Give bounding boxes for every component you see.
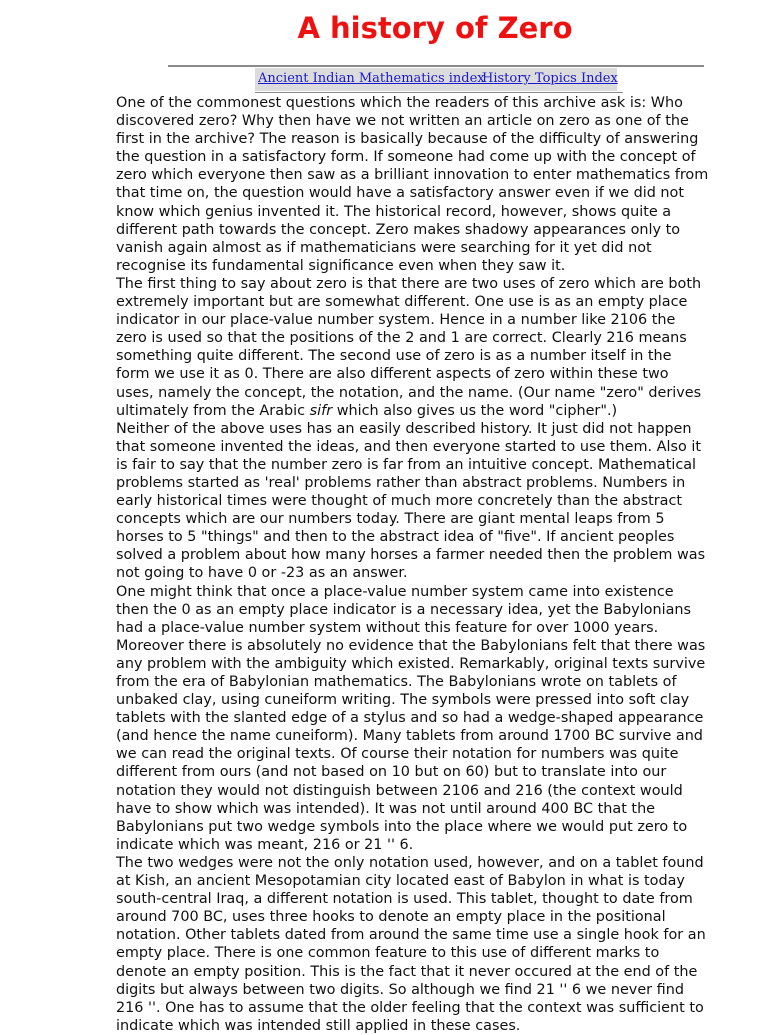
paragraph-line: from the era of Babylonian mathematics. The Babylonians wrote on tablets of <box>116 674 677 690</box>
paragraph-line: at Kish, an ancient Mesopotamian city located east of Babylon in what is today <box>116 873 685 890</box>
header-divider <box>168 65 704 67</box>
paragraph-line: digits but always between two digits. So although we find 21 '' 6 we never find <box>116 981 684 998</box>
paragraph-line: zero which everyone then saw as a brilliant innovation to enter mathematics from <box>116 167 709 184</box>
paragraph-line: 216 ''. One has to assume that the older feeling that the context was sufficient to <box>116 999 704 1016</box>
paragraph-line: indicator in our place-value number system. Hence in a number like 2106 the <box>116 312 676 329</box>
paragraph-line: concepts which are our numbers today. There are giant mental leaps from 5 <box>116 511 665 528</box>
paragraph-line: tablets with the slanted edge of a stylus and so had a wedge-shaped appearance <box>116 710 704 727</box>
paragraph-line: know which genius invented it. The historical record, however, shows quite a <box>116 203 672 220</box>
paragraph-line: that someone invented the ideas, and then everyone started to use them. Also it <box>116 438 702 455</box>
paragraph-line: had a place-value number system without this feature for over 1000 years. <box>116 619 659 636</box>
paragraph-line: around 700 BC, uses three hooks to denote an empty place in the positional <box>116 909 666 926</box>
paragraph-line: form we use it as 0. There are also different aspects of zero within these two <box>116 366 669 383</box>
paragraph-line: we can read the original texts. Of course their notation for numbers was quite <box>116 746 679 763</box>
paragraph-line: problems started as 'real' problems rather than abstract problems. Numbers in <box>116 474 686 491</box>
paragraph-line: early historical times were thought of much more concretely than the abstract <box>116 493 683 510</box>
paragraph-line: notation they would not distinguish between 2106 and 216 (the context would <box>116 782 683 799</box>
paragraph-line: notation. Other tablets dated from around the same time use a single hook for an <box>116 927 706 944</box>
paragraph-line: Moreover there is absolutely no evidence that the Babylonians felt that there was <box>116 637 706 654</box>
paragraph-line: first in the archive? The reason is basically because of the difficulty of answering <box>116 131 699 148</box>
ancient-indian-mathematics-index-link[interactable]: Ancient Indian Mathematics index <box>258 71 485 86</box>
paragraph-line: south-central Iraq, a different notation is used. This tablet, thought to date from <box>116 891 693 908</box>
paragraph-line: the question in a satisfactory form. If someone had come up with the concept of <box>116 149 696 166</box>
paragraph-line: then the 0 as an empty place indicator is a necessary idea, yet the Babylonians <box>116 601 692 618</box>
paragraph-line <box>116 402 762 420</box>
paragraph-line: uses, namely the concept, the notation, and the name. (Our name "zero" derives <box>116 384 702 401</box>
navigation-bar <box>255 68 617 91</box>
paragraph-line: vanish again almost as if mathematicians were searching for it yet did not <box>116 239 652 256</box>
paragraph-line: discovered zero? Why then have we not written an article on zero as one of the <box>116 113 689 130</box>
paragraph-line: Neither of the above uses has an easily described history. It just did not happen <box>116 420 692 437</box>
paragraph-line: not going to have 0 or -23 as an answer. <box>116 565 408 582</box>
italic-word: sifr <box>309 402 333 419</box>
paragraph-line: Babylonians put two wedge symbols into the place where we would put zero to <box>116 818 688 835</box>
article-paragraph <box>116 420 762 583</box>
article-paragraph <box>116 854 762 1035</box>
paragraph-line: empty place. There is one common feature to this use of different marks to <box>116 945 660 962</box>
history-topics-index-link[interactable]: History Topics Index <box>482 71 618 86</box>
article-paragraph <box>116 583 762 854</box>
paragraph-line: solved a problem about how many horses a farmer needed then the problem was <box>116 547 706 564</box>
paragraph-line: that time on, the question would have a satisfactory answer even if we did not <box>116 185 684 202</box>
paragraph-line: zero is used so that the positions of the 2 and 1 are correct. Clearly 216 means <box>116 330 687 347</box>
paragraph-line: extremely important but are somewhat different. One use is as an empty place <box>116 294 688 311</box>
line-text: ultimately from the Arabic <box>116 402 310 419</box>
paragraph-line: (and hence the name cuneiform). Many tablets from around 1700 BC survive and <box>116 728 703 745</box>
article-body <box>116 94 762 1035</box>
paragraph-line: something quite different. The second use of zero is as a number itself in the <box>116 348 672 365</box>
paragraph-line: The first thing to say about zero is that there are two uses of zero which are both <box>116 275 702 292</box>
paragraph-line: unbaked clay, using cuneiform writing. The symbols were pressed into soft clay <box>116 692 690 709</box>
paragraph-line: is fair to say that the number zero is far from an intuitive concept. Mathematical <box>116 456 697 473</box>
page-title: A history of Zero <box>297 11 573 45</box>
article-paragraph <box>116 94 762 275</box>
line-text: which also gives us the word "cipher".) <box>332 402 618 419</box>
paragraph-line: One of the commonest questions which the readers of this archive ask is: Who <box>116 95 683 111</box>
paragraph-line: indicate which was intended still applied in these cases. <box>116 1017 521 1034</box>
paragraph-line: different path towards the concept. Zero makes shadowy appearances only to <box>116 221 681 238</box>
paragraph-line: different from ours (and not based on 10 but on 60) but to translate into our <box>116 764 667 781</box>
paragraph-line: The two wedges were not the only notation used, however, and on a tablet found <box>116 854 704 871</box>
paragraph-line: recognise its fundamental significance even when they saw it. <box>116 257 566 274</box>
navigation-divider <box>255 92 623 93</box>
paragraph-line: denote an empty position. This is the fact that it never occured at the end of the <box>116 963 698 980</box>
paragraph-line: One might think that once a place-value number system came into existence <box>116 583 674 600</box>
paragraph-line: have to show which was intended). It was not until around 400 BC that the <box>116 800 656 817</box>
paragraph-line: horses to 5 "things" and then to the abstract idea of "five". If ancient peoples <box>116 529 675 546</box>
article-paragraph <box>116 275 762 420</box>
paragraph-line: indicate which was meant, 216 or 21 '' 6. <box>116 836 414 853</box>
paragraph-line: any problem with the ambiguity which existed. Remarkably, original texts survive <box>116 655 706 672</box>
